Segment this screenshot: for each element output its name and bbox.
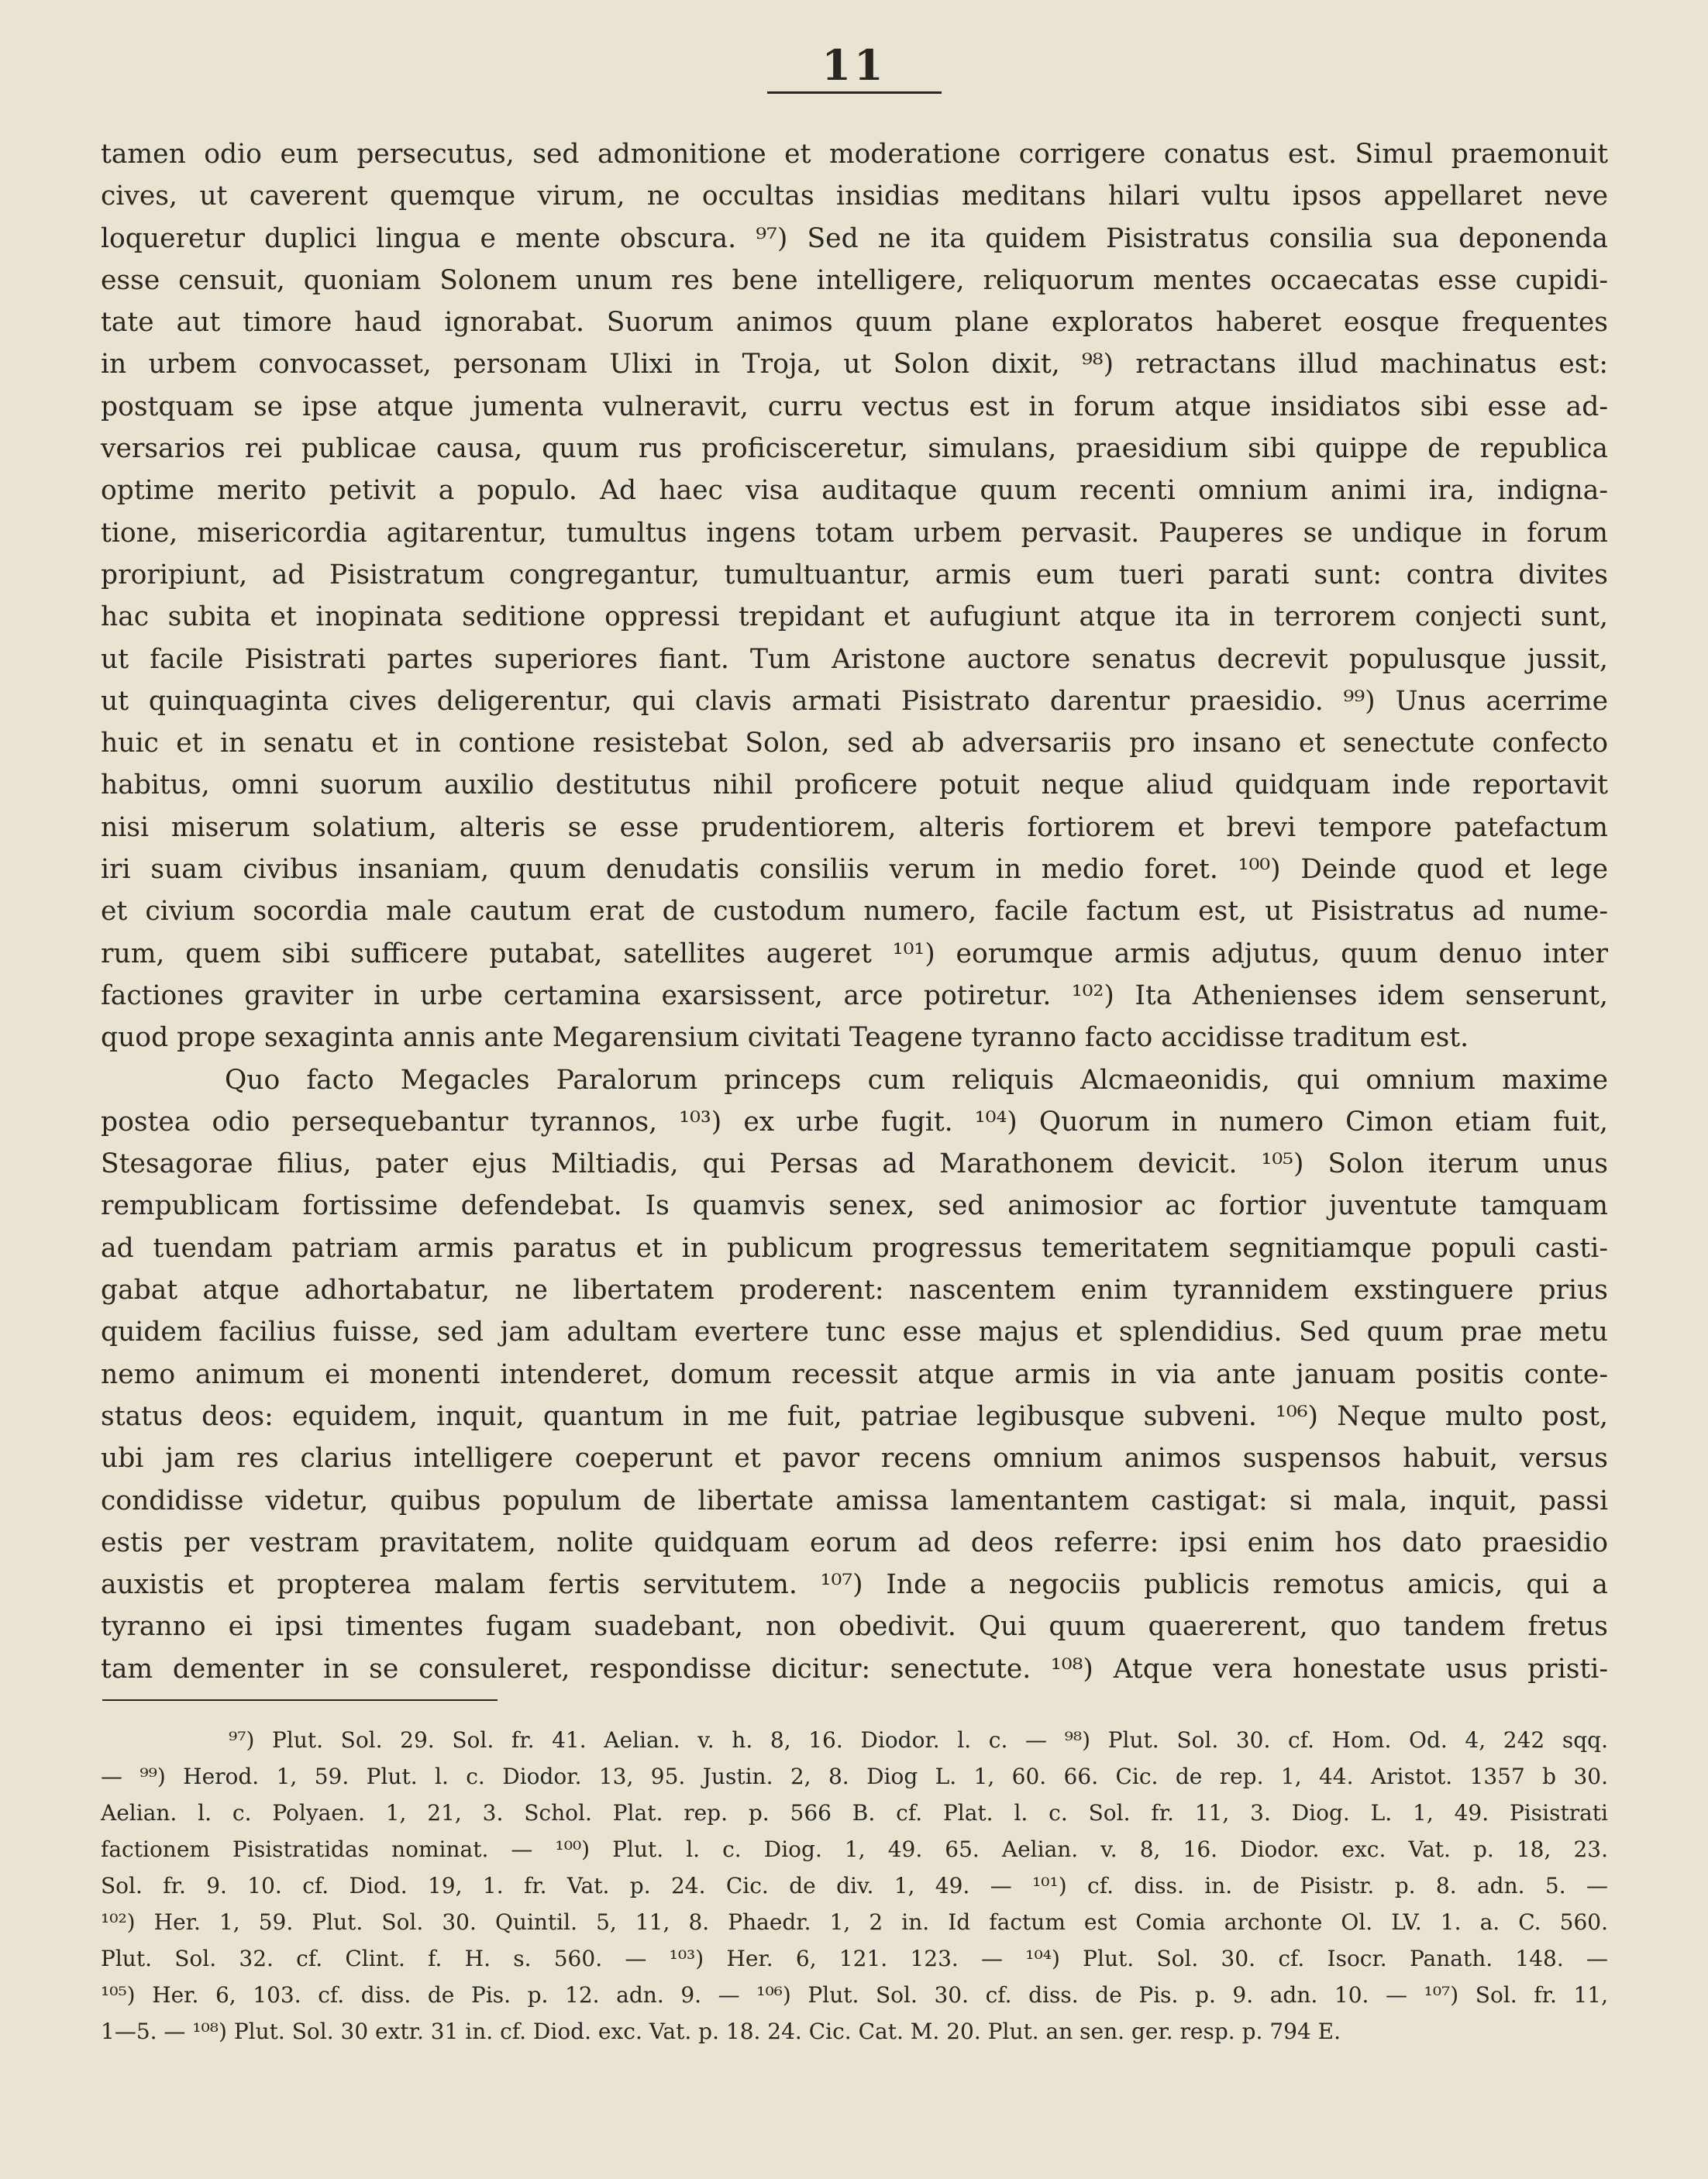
text-line: in urbem convocasset, personam Ulixi in Troja, ut Solon dixit, ⁹⁸) retractans illud machinatus est: [101, 349, 1608, 380]
text-line: tyranno ei ipsi timentes fugam suadebant, non obedivit. Qui quum quaererent, quo tandem fretus [101, 1611, 1608, 1643]
footnote-line: 1—5. — ¹⁰⁸) Plut. Sol. 30 extr. 31 in. cf. Diod. exc. Vat. p. 18. 24. Cic. Cat. M. 20. Plut. an sen. ger. resp. p. 794 E. [101, 2019, 1341, 2044]
text-line: optime merito petivit a populo. Ad haec visa auditaque quum recenti omnium animi ira, indigna- [101, 475, 1608, 507]
text-line: ubi jam res clarius intelligere coeperunt et pavor recens omnium animos suspensos habuit, versus [101, 1443, 1608, 1475]
text-line: cives, ut caverent quemque virum, ne occultas insidias meditans hilari vultu ipsos appellaret neve [101, 181, 1608, 212]
text-line: estis per vestram pravitatem, nolite quidquam eorum ad deos referre: ipsi enim hos dato praesidio [101, 1527, 1608, 1558]
text-line: rum, quem sibi sufficere putabat, satellites augeret ¹⁰¹) eorumque armis adjutus, quum denuo inter [101, 938, 1608, 969]
text-line: et civium socordia male cautum erat de custodum numero, facile factum est, ut Pisistratus ad nume- [101, 896, 1608, 928]
text-line: versarios rei publicae causa, quum rus proficisceretur, simulans, praesidium sibi quippe de republica [101, 433, 1608, 465]
text-line: huic et in senatu et in contione resistebat Solon, sed ab adversariis pro insano et senectute confecto [101, 728, 1608, 759]
text-line: ad tuendam patriam armis paratus et in publicum progressus temeritatem segnitiamque populi casti- [101, 1232, 1608, 1264]
text-line: gabat atque adhortabatur, ne libertatem proderent: nascentem enim tyrannidem exstinguere prius [101, 1275, 1608, 1306]
text-line: loqueretur duplici lingua e mente obscura. ⁹⁷) Sed ne ita quidem Pisistratus consilia sua deponenda [101, 222, 1608, 254]
footnote-line: — ⁹⁹) Herod. 1, 59. Plut. l. c. Diodor. 13, 95. Justin. 2, 8. Diog L. 1, 60. 66. Cic. de rep. 1, 44. Aristot. 1357 b 30. [101, 1764, 1608, 1789]
text-line: nisi miserum solatium, alteris se esse prudentiorem, alteris fortiorem et brevi tempore patefactum [101, 811, 1608, 843]
footnote-line: ¹⁰²) Her. 1, 59. Plut. Sol. 30. Quintil. 5, 11, 8. Phaedr. 1, 2 in. Id factum est Comia archonte Ol. LV. 1. a. C. 560. [101, 1909, 1608, 1935]
footnote-line: ⁹⁷) Plut. Sol. 29. Sol. fr. 41. Aelian. v. h. 8, 16. Diodor. l. c. — ⁹⁸) Plut. Sol. 30. cf. Hom. Od. 4, 242 sqq. [229, 1727, 1608, 1753]
text-line: tamen odio eum persecutus, sed admonitione et moderatione corrigere conatus est. Simul praemonuit [101, 139, 1608, 170]
text-line: nemo animum ei monenti intenderet, domum recessit atque armis in via ante januam positis conte- [101, 1358, 1608, 1390]
text-line: postea odio persequebantur tyrannos, ¹⁰³) ex urbe fugit. ¹⁰⁴) Quorum in numero Cimon etiam fuit, [101, 1106, 1608, 1138]
text-line: tam dementer in se consuleret, respondisse dicitur: senectute. ¹⁰⁸) Atque vera honestate usus pristi- [101, 1653, 1608, 1685]
footnotes [101, 1722, 1608, 2050]
footnote-line: factionem Pisistratidas nominat. — ¹⁰⁰) Plut. l. c. Diog. 1, 49. 65. Aelian. v. 8, 16. Diodor. exc. Vat. p. 18, 23. [101, 1836, 1608, 1862]
paragraph-start-line: Quo facto Megacles Paralorum princeps cum reliquis Alcmaeonidis, qui omnium maxime [225, 1064, 1608, 1096]
text-line: esse censuit, quoniam Solonem unum res bene intelligere, reliquorum mentes occaecatas esse cupidi- [101, 264, 1608, 296]
text-line: tione, misericordia agitarentur, tumultus ingens totam urbem pervasit. Pauperes se undique in forum [101, 517, 1608, 549]
text-line: Stesagorae filius, pater ejus Miltiadis, qui Persas ad Marathonem devicit. ¹⁰⁵) Solon iterum unus [101, 1148, 1608, 1180]
footnote-line: Sol. fr. 9. 10. cf. Diod. 19, 1. fr. Vat. p. 24. Cic. de div. 1, 49. — ¹⁰¹) cf. diss. in. de Pisistr. p. 8. adn. 5. — [101, 1873, 1608, 1898]
text-line: factiones graviter in urbe certamina exarsissent, arce potiretur. ¹⁰²) Ita Athenienses idem senserunt, [101, 979, 1608, 1011]
footnote-line: Aelian. l. c. Polyaen. 1, 21, 3. Schol. Plat. rep. p. 566 B. cf. Plat. l. c. Sol. fr. 11, 3. Diog. L. 1, 49. Pisistrati [101, 1800, 1608, 1826]
text-line: ut facile Pisistrati partes superiores fiant. Tum Aristone auctore senatus decrevit populusque jussit, [101, 643, 1608, 675]
text-line: condidisse videtur, quibus populum de libertate amissa lamentantem castigat: si mala, inquit, passi [101, 1485, 1608, 1516]
body-text [101, 133, 1608, 1690]
text-line: proripiunt, ad Pisistratum congregantur, tumultuantur, armis eum tueri parati sunt: contra divites [101, 559, 1608, 590]
text-line: quidem facilius fuisse, sed jam adultam evertere tunc esse majus et splendidius. Sed quum prae metu [101, 1317, 1608, 1348]
footnote-line: Plut. Sol. 32. cf. Clint. f. H. s. 560. — ¹⁰³) Her. 6, 121. 123. — ¹⁰⁴) Plut. Sol. 30. cf. Isocr. Panath. 148. — [101, 1946, 1608, 1971]
text-line: status deos: equidem, inquit, quantum in me fuit, patriae legibusque subveni. ¹⁰⁶) Neque multo post, [101, 1400, 1608, 1432]
text-line: habitus, omni suorum auxilio destitutus nihil proficere potuit neque aliud quidquam inde reportavit [101, 769, 1608, 801]
text-line: tate aut timore haud ignorabat. Suorum animos quum plane exploratos haberet eosque frequentes [101, 307, 1608, 339]
text-line: rempublicam fortissime defendebat. Is quamvis senex, sed animosior ac fortior juventute tamquam [101, 1190, 1608, 1222]
text-line: auxistis et propterea malam fertis servitutem. ¹⁰⁷) Inde a negociis publicis remotus amicis, qui a [101, 1569, 1608, 1601]
header-rule [767, 91, 942, 94]
text-line: hac subita et inopinata seditione oppressi trepidant et aufugiunt atque ita in terrorem conjecti sunt, [101, 601, 1608, 633]
text-line: ut quinquaginta cives deligerentur, qui clavis armati Pisistrato darentur praesidio. ⁹⁹) Unus acerrime [101, 685, 1608, 717]
footnote-rule [102, 1699, 498, 1701]
footnote-line: ¹⁰⁵) Her. 6, 103. cf. diss. de Pis. p. 12. adn. 9. — ¹⁰⁶) Plut. Sol. 30. cf. diss. de Pis. p. 9. adn. 10. — ¹⁰⁷) Sol. fr. 11, [101, 1982, 1608, 2008]
text-line: postquam se ipse atque jumenta vulneravit, curru vectus est in forum atque insidiatos sibi esse ad- [101, 391, 1608, 422]
text-line: iri suam civibus insaniam, quum denudatis consiliis verum in medio foret. ¹⁰⁰) Deinde quod et lege [101, 854, 1608, 886]
page-number: 11 [821, 40, 887, 90]
text-line: quod prope sexaginta annis ante Megarensium civitati Teagene tyranno facto accidisse traditum est. [101, 1022, 1469, 1054]
